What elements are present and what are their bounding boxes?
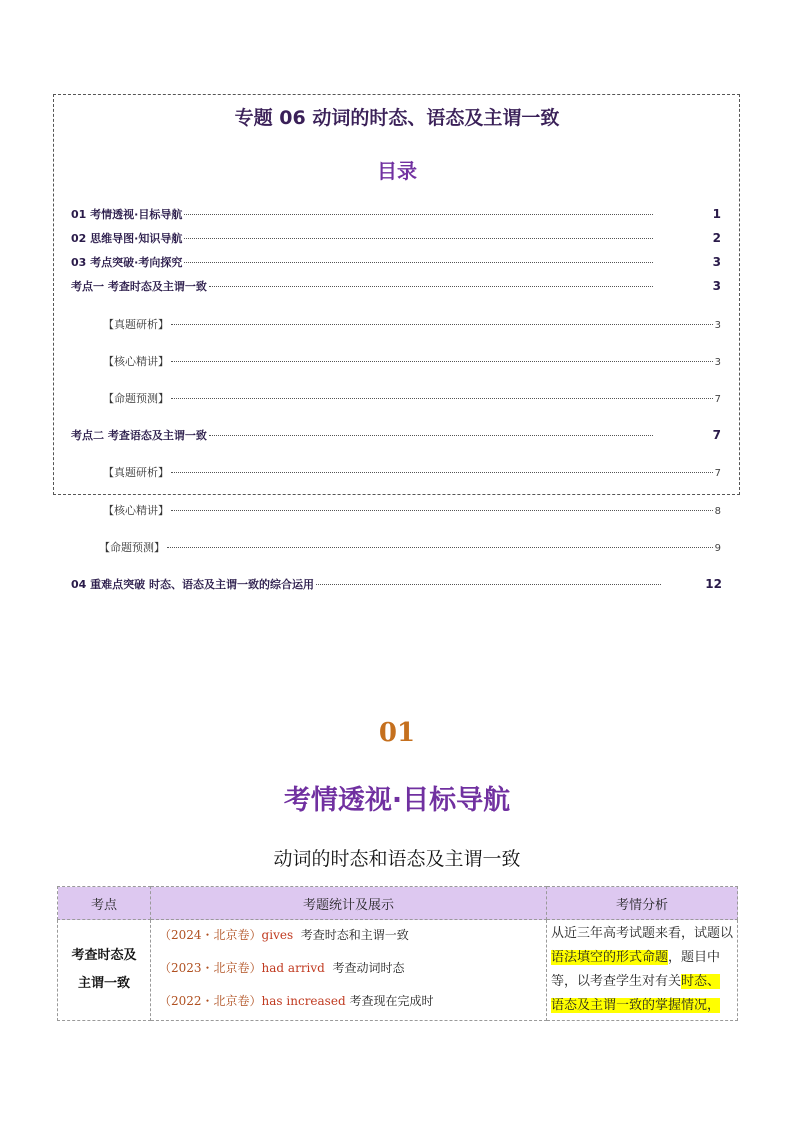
toc-entry-label: 04 重难点突破 时态、语态及主谓一致的综合运用	[71, 578, 314, 591]
analysis-text: 从近三年高考试题来看，试题以	[551, 926, 734, 941]
toc-entry[interactable]	[99, 539, 721, 555]
table-header-row	[58, 887, 738, 920]
column-header-statistics: 考题统计及展示	[151, 887, 547, 920]
toc-entry-page: 1	[712, 207, 721, 221]
column-header-analysis: 考情分析	[547, 887, 738, 920]
exam-note: 考查时态和主谓一致	[300, 928, 409, 942]
exam-source: （2023・北京卷）	[159, 961, 262, 975]
exam-note: 考查现在完成时	[349, 994, 434, 1008]
exam-source: （2022・北京卷）	[159, 994, 262, 1008]
toc-entry-label: 【真题研析】	[103, 466, 169, 479]
column-header-kaodian: 考点	[58, 887, 151, 920]
toc-entry-page: 7	[712, 428, 721, 442]
exam-answer: has increased	[261, 994, 346, 1008]
exam-answer: gives	[261, 928, 294, 942]
toc-leader-dots	[209, 435, 653, 436]
toc-leader-dots	[209, 286, 653, 287]
toc-entry[interactable]	[71, 427, 721, 443]
toc-entry[interactable]	[103, 316, 721, 332]
toc-entry-label: 考点一 考查时态及主谓一致	[71, 280, 207, 293]
document-title: 专题 06 动词的时态、语态及主谓一致	[234, 107, 560, 129]
toc-entry-label: 【真题研析】	[103, 318, 169, 331]
toc-leader-dots	[184, 214, 652, 215]
toc-entry-page: 9	[714, 543, 721, 554]
toc-entry-page: 3	[714, 320, 721, 331]
toc-leader-dots	[184, 238, 652, 239]
toc-entry[interactable]	[71, 254, 721, 270]
toc-entry-label: 03 考点突破·考向探究	[71, 256, 183, 269]
exam-example	[159, 957, 538, 990]
exam-answer: had arrivd	[261, 961, 325, 975]
table-row	[58, 920, 738, 1021]
toc-entry[interactable]	[103, 464, 721, 480]
analysis-highlight: 时态、语态及主谓一致的掌握情况，	[551, 974, 721, 1013]
toc-leader-dots	[171, 324, 713, 325]
toc-entry-page: 3	[714, 357, 721, 368]
analysis-cell	[547, 920, 738, 1021]
toc-leader-dots	[316, 584, 661, 585]
toc-entry-page: 2	[712, 231, 721, 245]
exam-example	[159, 924, 538, 957]
exam-source: （2024・北京卷）	[159, 928, 262, 942]
kaodian-line: 主谓一致	[77, 976, 130, 991]
toc-leader-dots	[184, 262, 652, 263]
toc-entry-page: 8	[714, 506, 721, 517]
toc-leader-dots	[171, 472, 713, 473]
section-title: 考情透视·目标导航	[283, 785, 511, 816]
toc-entry-page: 12	[705, 577, 722, 591]
toc-leader-dots	[171, 510, 713, 511]
kaodian-line: 考查时态及	[71, 948, 137, 963]
section-subtitle: 动词的时态和语态及主谓一致	[273, 848, 521, 870]
toc-entry-page: 7	[714, 394, 721, 405]
analysis-text: ，题目中等，以考查学生对有关	[551, 950, 721, 989]
exam-stats-table	[57, 886, 738, 1021]
toc-entry-page: 3	[712, 279, 721, 293]
toc-entry-page: 3	[712, 255, 721, 269]
toc-entry[interactable]	[71, 278, 721, 294]
toc-entry-label: 【命题预测】	[99, 541, 165, 554]
toc-leader-dots	[171, 398, 713, 399]
toc-entry-page: 7	[714, 468, 721, 479]
toc-entry[interactable]	[103, 353, 721, 369]
toc-entry-label: 【核心精讲】	[103, 504, 169, 517]
toc-heading: 目录	[377, 159, 417, 183]
analysis-highlight: 语法填空的形式命题	[551, 950, 669, 965]
toc-entry[interactable]	[71, 576, 722, 592]
toc-entry[interactable]	[103, 390, 721, 406]
toc-entry-label: 考点二 考查语态及主谓一致	[71, 429, 207, 442]
toc-entry-label: 【核心精讲】	[103, 355, 169, 368]
toc-entry[interactable]	[71, 230, 721, 246]
kaodian-cell	[58, 920, 151, 1021]
toc-leader-dots	[171, 361, 713, 362]
toc-entry-label: 【命题预测】	[103, 392, 169, 405]
toc-entry[interactable]	[103, 502, 721, 518]
toc-entry[interactable]	[71, 206, 721, 222]
toc-leader-dots	[167, 547, 713, 548]
exam-example	[159, 990, 538, 1014]
toc-entry-label: 02 思维导图·知识导航	[71, 232, 183, 245]
statistics-cell	[151, 920, 547, 1021]
toc-entry-label: 01 考情透视·目标导航	[71, 208, 183, 221]
exam-note: 考查动词时态	[332, 961, 405, 975]
section-number: 01	[378, 718, 416, 748]
